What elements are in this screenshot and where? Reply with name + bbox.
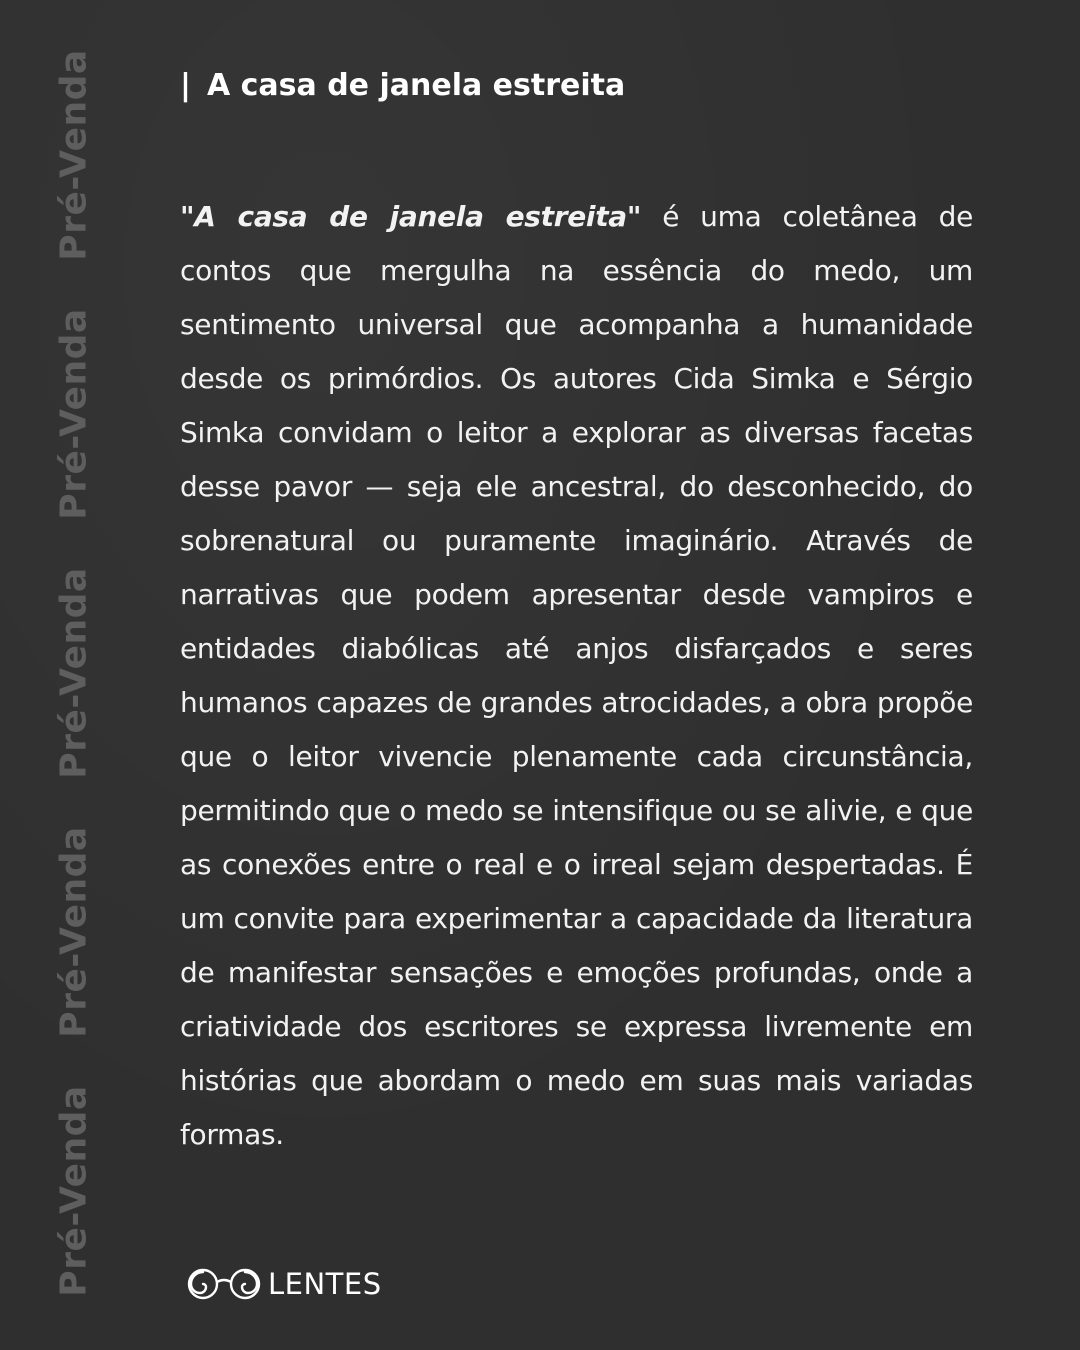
book-description <box>180 190 973 1162</box>
brand-name: LENTES <box>268 1267 382 1301</box>
title-bar: | <box>180 68 191 103</box>
description-text: é uma coletânea de contos que mergulha na essência do medo, um sentimento universal que acompanha a humanidade desde os primórdios. Os autores Cida Simka e Sérgio Simka convidam o leitor a explorar as diversas facetas desse pavor — seja ele ancestral, do desconhecido, do sobrenatural ou puramente imaginário. Através de narrativas que podem apresentar desde vampiros e entidades diabólicas até anjos disfarçados e seres humanos capazes de grandes atrocidades, a obra propõe que o leitor vivencie plenamente cada circunstância, permitindo que o medo se intensifique ou se alivie, e que as conexões entre o real e o irreal sejam despertadas. É um convite para experimentar a capacidade da literatura de manifestar sensações e emoções profundas, onde a criatividade dos escritores se expressa livremente em histórias que abordam o medo em suas mais variadas formas. <box>180 200 973 1151</box>
page-title <box>180 64 625 108</box>
pre-venda-label: Pré-Venda <box>53 308 95 520</box>
title-text: A casa de janela estreita <box>206 68 626 103</box>
spiral-glasses-icon <box>186 1267 262 1301</box>
pre-venda-label: Pré-Venda <box>53 1085 95 1297</box>
brand-logo <box>186 1264 382 1304</box>
book-title-quote: "A casa de janela estreita" <box>180 200 642 233</box>
pre-venda-label: Pré-Venda <box>53 826 95 1038</box>
pre-venda-strip <box>46 40 102 1310</box>
pre-venda-label: Pré-Venda <box>53 567 95 779</box>
pre-venda-label: Pré-Venda <box>53 49 95 261</box>
